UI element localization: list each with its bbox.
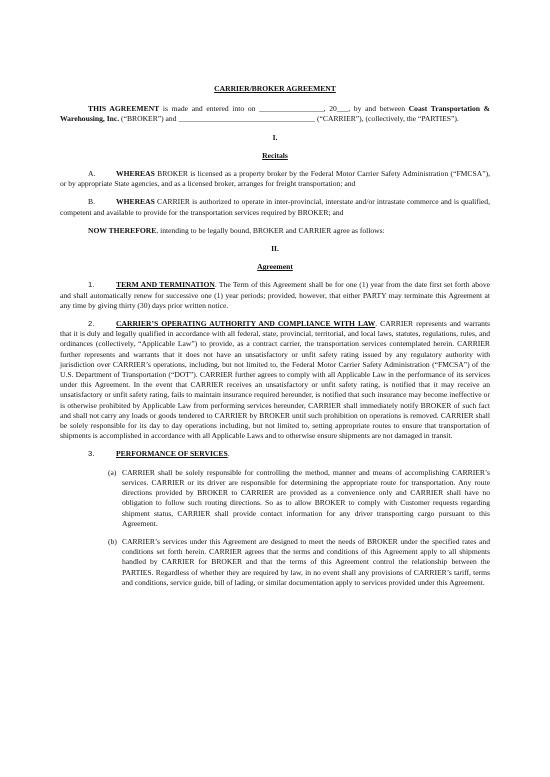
clause-1 [60, 280, 490, 311]
recital-a-lead: WHEREAS [116, 169, 155, 179]
subclause-b [108, 537, 490, 588]
clause-1-text: . The Term of this Agreement shall be for one (1) year from the date first set forth above and shall automatically renew for successive one (1) year periods; provided, however, that either PARTY may terminate this Agreement at any time by giving thirty (30) days prior written notice. [60, 280, 490, 310]
section-heading-agreement: Agreement [257, 262, 293, 272]
subclause-a [108, 468, 490, 529]
intro-paragraph [60, 104, 490, 124]
clause-1-number: 1. [88, 280, 95, 290]
clause-3-text: . [227, 449, 230, 459]
clause-1-heading: TERM AND TERMINATION [116, 280, 215, 290]
clause-2-text: . CARRIER represents and warrants that it is duly and legally qualified in accordance with all federal, state, provincial, territorial, and local laws, statutes, regulations, rules, and ordinances (collectively, “Applicable Law”) to provide, as a contract carrier, the transportation services contemplated herein. CARRIER further represents and warrants that it does not have an unsatisfactory or unfit safety rating issued by any regulatory authority with jurisdiction over CARRIER’s operations, including, but not limited to, the Federal Motor Carrier Safety Administration (“FMCSA”) of the U.S. Department of Transportation (“DOT”). CARRIER further agrees to comply with all Applicable Law in the performance of its services under this Agreement. In the event that CARRIER receives an unsatisfactory or unfit safety rating, is notified that it may receive an unsatisfactory or unfit safety rating, fails to maintain insurance required hereunder, is notified that such insurance may become ineffective or is otherwise prohibited by Applicable Law from performing services hereunder, CARRIER shall immediately notify BROKER of such fact and shall not carry any loads or goods tendered to CARRIER by BROKER until such prohibition on operations is removed. CARRIER shall be solely responsible for its day to day operations including, but not limited to, setting appropriate routes to ensure that transportation of shipments is accomplished in accordance with all Applicable Laws and to otherwise ensure shipments are not damaged in transit. [60, 319, 491, 441]
recital-b-lead: WHEREAS [116, 197, 155, 207]
now-therefore-lead: NOW THEREFORE [88, 225, 157, 235]
now-therefore-text: , intending to be legally bound, BROKER and CARRIER agree as follows: [156, 225, 385, 235]
recital-b-label: B. [88, 197, 95, 207]
section-heading-recitals: Recitals [262, 150, 288, 160]
recital-a-label: A. [88, 169, 96, 179]
recital-a-text: BROKER is licensed as a property broker by the Federal Motor Carrier Safety Administration (“FMCSA”), or by appropriate State agencies, and as a licensed broker, arranges for freight transportation; and [60, 169, 490, 189]
broker-name: Coast Transportation & Warehousing, Inc. [60, 104, 490, 124]
intro-part2: (“BROKER”) and ____________________________________ (“CARRIER”), (collectively, the “PARTIES”). [119, 114, 459, 124]
recital-a [60, 169, 490, 189]
now-therefore-paragraph [60, 226, 490, 236]
clause-3 [60, 449, 490, 459]
recital-b [60, 197, 490, 217]
clause-3-number: 3. [88, 449, 95, 459]
clause-2-number: 2. [88, 319, 95, 329]
subclause-a-text: CARRIER shall be solely responsible for controlling the method, manner and means of accomplishing CARRIER’s services. CARRIER or its driver are responsible for determining the appropriate route for transportation. Any route directions provided by BROKER to CARRIER are provided as a convenience only and CARRIER shall have no obligation to follow such routing directions. So as to allow BROKER to comply with Customer requests regarding shipment status, CARRIER shall provide contact information for any driver transporting cargo pursuant to this Agreement. [122, 467, 490, 528]
clause-2-heading: CARRIER’S OPERATING AUTHORITY AND COMPLIANCE WITH LAW [116, 319, 376, 329]
section-number-2: II. [271, 244, 279, 254]
clause-3-heading: PERFORMANCE OF SERVICES [116, 449, 228, 459]
clause-2 [60, 319, 490, 441]
intro-part1: is made and entered into on _________________, 20___, by and between [159, 104, 409, 114]
intro-lead: THIS AGREEMENT [88, 104, 160, 114]
document-title: CARRIER/BROKER AGREEMENT [214, 84, 336, 93]
recital-b-text: CARRIER is authorized to operate in inter-provincial, interstate and/or intrastate commerce and is qualified, competent and available to provide for the transportation services required by BROKER; and [60, 197, 490, 217]
section-number-1: I. [272, 132, 278, 142]
subclause-b-label: (b) [108, 536, 117, 546]
subclause-a-label: (a) [108, 467, 117, 477]
subclause-b-text: CARRIER’s services under this Agreement are designed to meet the needs of BROKER under the specified rates and conditions set forth herein. CARRIER agrees that the terms and conditions of this Agreement apply to all shipments handled by CARRIER for BROKER and that the terms of this Agreement control the relationship between the PARTIES. Regardless of whether they are required by law, in no event shall any provisions of CARRIER’s tariff, terms and conditions, service guide, bill of lading, or similar documentation apply to services provided under this Agreement. [122, 536, 490, 587]
